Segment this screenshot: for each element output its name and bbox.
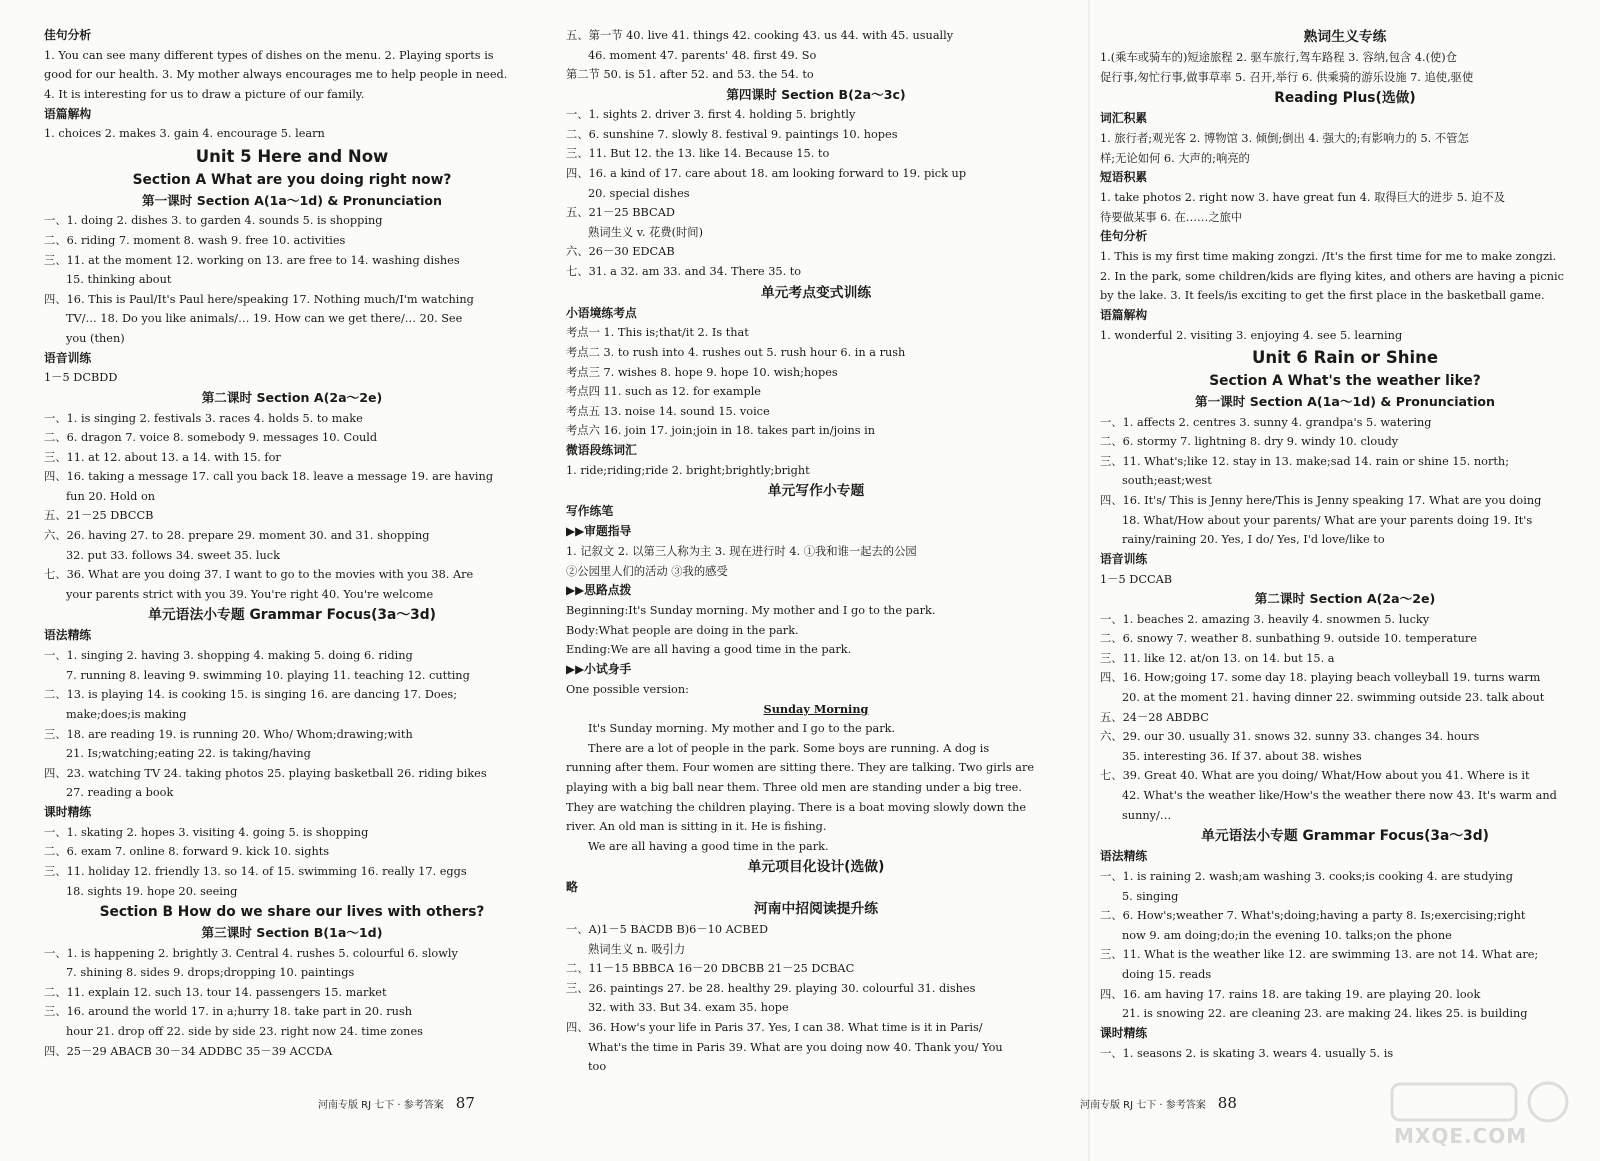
answer-line: 四、25－29 ABACB 30－34 ADDBC 35－39 ACCDA — [44, 1044, 333, 1058]
answer-line: 三、11. holiday 12. friendly 13. so 14. of 15. swimming 16. really 17. eggs — [44, 864, 467, 878]
unit-title: Unit 6 Rain or Shine — [1251, 348, 1439, 368]
answer-line: make;does;is making — [66, 708, 187, 722]
answer-line: rainy/raining 20. Yes, I do/ Yes, I'd love/like to — [1122, 533, 1385, 547]
section-label: 课时精练 — [1100, 1025, 1148, 1040]
answer-line: 六、29. our 30. usually 31. snows 32. sunny 33. changes 34. hours — [1100, 730, 1480, 744]
answer-line: 1.(乘车或骑车的)短途旅程 2. 驱车旅行,驾车路程 3. 容纳,包含 4.(使)仓 — [1100, 51, 1458, 64]
answer-line: We are all having a good time in the park. — [588, 839, 829, 853]
answer-line: by the lake. 3. It feels/is exciting to get the first place in the basketball game. — [1100, 289, 1545, 303]
answer-line: 2. In the park, some children/kids are flying kites, and others are having a picnic — [1100, 269, 1564, 283]
section-label: 写作练笔 — [566, 504, 614, 519]
section-label: 小语境练考点 — [566, 305, 637, 320]
section-label: 语音训练 — [1100, 551, 1148, 566]
answer-line: 1－5 DCCAB — [1100, 572, 1173, 586]
footer-right — [1080, 1094, 1237, 1112]
answer-line: 五、21－25 BBCAD — [566, 206, 675, 220]
answer-line: 三、18. are reading 19. is running 20. Who/ Whom;drawing;with — [44, 727, 413, 741]
section-label: 课时精练 — [44, 805, 92, 819]
answer-line: 20. at the moment 21. having dinner 22. swimming outside 23. talk about — [1122, 691, 1545, 705]
answer-line: 考点四 11. such as 12. for example — [566, 385, 761, 399]
answer-line: 七、36. What are you doing 37. I want to go to the movies with you 38. Are — [44, 568, 474, 582]
answer-line: river. An old man is sitting in it. He is fishing. — [566, 820, 827, 834]
answer-line: 1－5 DCBDD — [44, 371, 118, 385]
answer-line: 二、11. explain 12. such 13. tour 14. passengers 15. market — [44, 985, 387, 999]
answer-column-3 — [1100, 26, 1590, 1063]
answer-line: your parents strict with you 39. You're right 40. You're welcome — [66, 587, 434, 601]
answer-line: Ending:We are all having a good time in the park. — [566, 643, 852, 657]
answer-line: 46. moment 47. parents' 48. first 49. So — [588, 48, 817, 62]
answer-line: you (then) — [66, 332, 125, 346]
section-heading: Section A What are you doing right now? — [132, 171, 452, 188]
essay-title: Sunday Morning — [763, 702, 869, 717]
section-label: 佳句分析 — [1100, 229, 1148, 244]
answer-line: doing 15. reads — [1122, 967, 1212, 981]
answer-line: One possible version: — [566, 682, 689, 696]
watermark-logo — [1390, 1080, 1590, 1150]
section-label: 略 — [566, 880, 578, 895]
answer-line: 四、36. How's your life in Paris 37. Yes, I can 38. What time is it in Paris/ — [566, 1021, 983, 1035]
answer-line: 三、11. at 12. about 13. a 14. with 15. for — [44, 450, 281, 464]
answer-line: 二、6. stormy 7. lightning 8. dry 9. windy 10. cloudy — [1100, 435, 1399, 449]
answer-line: 1. wonderful 2. visiting 3. enjoying 4. see 5. learning — [1100, 328, 1403, 342]
lesson-heading: 第四课时 Section B(2a～3c) — [726, 86, 906, 102]
lesson-heading: 第一课时 Section A(1a～1d) & Pronunciation — [1194, 394, 1496, 410]
answer-line: It's Sunday morning. My mother and I go to the park. — [588, 722, 896, 736]
answer-line: Body:What people are doing in the park. — [566, 623, 799, 637]
section-label: 语音训练 — [44, 350, 92, 365]
section-heading: 河南中招阅读提升练 — [753, 901, 879, 918]
answer-line: Beginning:It's Sunday morning. My mother and I go to the park. — [566, 603, 936, 617]
right-page — [1080, 0, 1600, 1161]
answer-line: 六、26－30 EDCAB — [566, 245, 675, 259]
answer-line: TV/… 18. Do you like animals/… 19. How can we get there/… 20. See — [66, 312, 463, 326]
footer-left — [318, 1094, 475, 1112]
lesson-heading: 第二课时 Section A(2a～2e) — [1254, 591, 1436, 607]
answer-line: 三、11. What's;like 12. stay in 13. make;sad 14. rain or shine 15. north; — [1100, 454, 1510, 468]
section-heading: 单元项目化设计(选做) — [747, 859, 885, 876]
answer-line: 考点一 1. This is;that/it 2. Is that — [566, 326, 749, 340]
answer-line: 待要做某事 6. 在……之旅中 — [1100, 210, 1243, 224]
answer-line: 七、39. Great 40. What are you doing/ What/How about you 41. Where is it — [1100, 769, 1530, 783]
answer-line: 32. with 33. But 34. exam 35. hope — [588, 1001, 789, 1015]
answer-line: There are a lot of people in the park. Some boys are running. A dog is — [588, 741, 990, 755]
section-heading: 熟词生义专练 — [1303, 29, 1387, 45]
answer-line: 五、21－25 DBCCB — [44, 509, 154, 523]
answer-line: 18. sights 19. hope 20. seeing — [66, 884, 238, 898]
answer-line: 一、1. skating 2. hopes 3. visiting 4. going 5. is shopping — [44, 825, 369, 839]
answer-line: 1. choices 2. makes 3. gain 4. encourage 5. learn — [44, 127, 325, 141]
answer-line: 一、1. doing 2. dishes 3. to garden 4. sounds 5. is shopping — [44, 214, 383, 228]
answer-line: 二、6. How's;weather 7. What's;doing;having a party 8. Is;exercising;right — [1100, 909, 1526, 923]
answer-line: south;east;west — [1122, 474, 1212, 488]
page-number: 87 — [455, 1094, 475, 1112]
answer-line: good for our health. 3. My mother always encourages me to help people in need. — [44, 68, 508, 82]
watermark-text: MXQE.COM — [1394, 1124, 1528, 1148]
answer-line: 18. What/How about your parents/ What are your parents doing 19. It's — [1122, 513, 1533, 527]
answer-line: 1. ride;riding;ride 2. bright;brightly;bright — [566, 463, 810, 477]
answer-line: hour 21. drop off 22. side by side 23. right now 24. time zones — [66, 1025, 423, 1039]
answer-line: running after them. Four women are sitting there. They are talking. Two girls are — [566, 761, 1035, 775]
answer-line: 一、1. is singing 2. festivals 3. races 4. holds 5. to make — [44, 411, 363, 425]
answer-line: 三、11. at the moment 12. working on 13. are free to 14. washing dishes — [44, 253, 460, 267]
section-label: 词汇积累 — [1100, 111, 1148, 126]
section-label: ▶▶思路点拨 — [566, 583, 632, 598]
answer-column-2 — [566, 26, 1066, 1077]
lesson-heading: 第三课时 Section B(1a～1d) — [201, 925, 383, 941]
answer-line: 考点二 3. to rush into 4. rushes out 5. rush hour 6. in a rush — [566, 346, 906, 360]
answer-line: 21. is snowing 22. are cleaning 23. are making 24. likes 25. is building — [1122, 1007, 1528, 1021]
answer-line: 一、1. affects 2. centres 3. sunny 4. grandpa's 5. watering — [1100, 415, 1432, 429]
answer-line: 四、16. am having 17. rains 18. are taking 19. are playing 20. look — [1100, 987, 1481, 1001]
answer-line: 42. What's the weather like/How's the weather there now 43. It's warm and — [1122, 789, 1557, 803]
answer-line: 4. It is interesting for us to draw a picture of our family. — [44, 87, 365, 101]
answer-line: now 9. am doing;do;in the evening 10. talks;on the phone — [1122, 928, 1452, 942]
answer-line: 考点五 13. noise 14. sound 15. voice — [566, 404, 770, 418]
answer-line: 7. running 8. leaving 9. swimming 10. playing 11. teaching 12. cutting — [66, 668, 470, 682]
answer-line: 二、6. exam 7. online 8. forward 9. kick 10. sights — [44, 845, 330, 859]
answer-line: What's the time in Paris 39. What are you doing now 40. Thank you/ You — [588, 1040, 1003, 1054]
answer-line: 第二节 50. is 51. after 52. and 53. the 54. to — [566, 68, 814, 82]
watermark-badge-icon — [1390, 1080, 1580, 1124]
answer-line: 三、16. around the world 17. in a;hurry 18. take part in 20. rush — [44, 1005, 412, 1019]
answer-line: ②公园里人们的活动 ③我的感受 — [566, 564, 728, 578]
answer-line: 四、16. It's/ This is Jenny here/This is Jenny speaking 17. What are you doing — [1100, 494, 1542, 507]
answer-line: 四、16. How;going 17. some day 18. playing beach volleyball 19. turns warm — [1100, 671, 1541, 685]
answer-line: 七、31. a 32. am 33. and 34. There 35. to — [566, 265, 802, 279]
answer-line: 五、24－28 ABDBC — [1100, 710, 1209, 724]
footer-label: 河南专版 RJ 七下 · 参考答案 — [318, 1100, 444, 1111]
answer-line: 1. 记叙文 2. 以第三人称为主 3. 现在进行时 4. ①我和谁一起去的公园 — [566, 544, 917, 558]
answer-line: playing with a big ball near them. Three old men are standing under a big tree. — [566, 780, 1022, 794]
answer-line: 二、6. dragon 7. voice 8. somebody 9. messages 10. Could — [44, 431, 378, 445]
section-heading: Section B How do we share our lives with others? — [99, 904, 485, 921]
answer-line: 一、1. singing 2. having 3. shopping 4. making 5. doing 6. riding — [44, 649, 413, 663]
section-heading: 单元考点变式训练 — [760, 284, 872, 301]
answer-line: 考点三 7. wishes 8. hope 9. hope 10. wish;hopes — [566, 365, 838, 379]
section-heading: Section A What's the weather like? — [1209, 373, 1481, 390]
section-label: 语法精练 — [44, 628, 92, 643]
answer-line: 考点六 16. join 17. join;join in 18. takes part in/joins in — [566, 424, 876, 438]
answer-line: 1. You can see many different types of dishes on the menu. 2. Playing sports is — [44, 48, 494, 62]
answer-line: sunny/… — [1122, 808, 1172, 822]
answer-line: 六、26. having 27. to 28. prepare 29. moment 30. and 31. shopping — [44, 529, 430, 543]
section-label: 佳句分析 — [44, 28, 92, 42]
answer-line: 促行事,匆忙行事,做事草率 5. 召开,举行 6. 供乘骑的游乐设施 7. 追使,驱使 — [1100, 70, 1474, 84]
answer-line: 一、1. is happening 2. brightly 3. Central 4. rushes 5. colourful 6. slowly — [44, 946, 458, 960]
answer-line: 二、6. sunshine 7. slowly 8. festival 9. paintings 10. hopes — [566, 127, 898, 141]
answer-line: 一、A)1－5 BACDB B)6－10 ACBED — [566, 923, 769, 937]
answer-line: 三、11. But 12. the 13. like 14. Because 15. to — [566, 147, 830, 161]
answer-column-1 — [44, 26, 540, 1061]
section-heading: 单元语法小专题 Grammar Focus(3a～3d) — [1201, 828, 1489, 845]
answer-line: 四、16. a kind of 17. care about 18. am looking forward to 19. pick up — [566, 167, 967, 181]
answer-line: 1. This is my first time making zongzi. /It's the first time for me to make zongzi. — [1100, 249, 1557, 263]
section-label: 语篇解构 — [44, 106, 92, 121]
answer-line: 二、11－15 BBBCA 16－20 DBCBB 21－25 DCBAC — [566, 962, 855, 976]
answer-line: 35. interesting 36. If 37. about 38. wishes — [1122, 749, 1362, 763]
answer-line: 二、6. riding 7. moment 8. wash 9. free 10. activities — [44, 234, 346, 248]
lesson-heading: 第二课时 Section A(2a～2e) — [201, 390, 383, 406]
answer-line: 熟词生义 v. 花费(时间) — [588, 225, 704, 239]
answer-line: 一、1. beaches 2. amazing 3. heavily 4. snowmen 5. lucky — [1100, 612, 1430, 626]
lesson-heading: 第一课时 Section A(1a～1d) & Pronunciation — [141, 192, 443, 208]
answer-line: 一、1. is raining 2. wash;am washing 3. cooks;is cooking 4. are studying — [1100, 870, 1513, 883]
answer-line: 二、6. snowy 7. weather 8. sunbathing 9. outside 10. temperature — [1100, 632, 1477, 646]
answer-line: 21. Is;watching;eating 22. is taking/having — [66, 747, 311, 761]
section-label: 微语段练词汇 — [566, 442, 637, 457]
page-number: 88 — [1217, 1094, 1237, 1112]
answer-line: 四、16. This is Paul/It's Paul here/speaking 17. Nothing much/I'm watching — [44, 292, 474, 306]
section-heading: 单元写作小专题 — [767, 483, 865, 500]
section-label: 语法精练 — [1100, 849, 1148, 864]
answer-line: 熟词生义 n. 吸引力 — [588, 942, 686, 956]
section-heading: 单元语法小专题 Grammar Focus(3a～3d) — [148, 607, 436, 624]
section-label: ▶▶审题指导 — [566, 524, 632, 539]
section-heading: Reading Plus(选做) — [1274, 90, 1416, 107]
answer-line: 二、13. is playing 14. is cooking 15. is singing 16. are dancing 17. Does; — [44, 688, 458, 702]
answer-line: 四、23. watching TV 24. taking photos 25. playing basketball 26. riding bikes — [44, 766, 487, 780]
answer-line: 20. special dishes — [588, 186, 690, 200]
answer-line: 27. reading a book — [66, 786, 174, 800]
answer-line: 7. shining 8. sides 9. drops;dropping 10. paintings — [66, 966, 355, 980]
answer-line: 三、11. What is the weather like 12. are swimming 13. are not 14. What are; — [1100, 948, 1539, 962]
section-label: 语篇解构 — [1100, 307, 1148, 322]
answer-line: 15. thinking about — [66, 273, 172, 287]
answer-line: too — [588, 1060, 607, 1074]
answer-line: fun 20. Hold on — [66, 489, 156, 503]
answer-line: 1. 旅行者;观光客 2. 博物馆 3. 倾倒;倒出 4. 强大的;有影响力的 5. 不管怎 — [1100, 131, 1469, 145]
answer-line: They are watching the children playing. There is a boat moving slowly down the — [566, 800, 1027, 814]
answer-line: 四、16. taking a message 17. call you back 18. leave a message 19. are having — [44, 470, 494, 484]
answer-line: 一、1. seasons 2. is skating 3. wears 4. usually 5. is — [1100, 1046, 1394, 1060]
answer-line: 五、第一节 40. live 41. things 42. cooking 43. us 44. with 45. usually — [566, 29, 954, 42]
answer-line: 5. singing — [1122, 889, 1179, 903]
answer-line: 一、1. sights 2. driver 3. first 4. holding 5. brightly — [566, 108, 856, 122]
footer-label: 河南专版 RJ 七下 · 参考答案 — [1080, 1100, 1206, 1111]
unit-title: Unit 5 Here and Now — [195, 146, 389, 166]
answer-line: 样;无论如何 6. 大声的;响亮的 — [1100, 151, 1250, 165]
answer-line: 三、26. paintings 27. be 28. healthy 29. playing 30. colourful 31. dishes — [566, 981, 976, 995]
answer-line: 三、11. like 12. at/on 13. on 14. but 15. a — [1100, 651, 1335, 665]
answer-line: 32. put 33. follows 34. sweet 35. luck — [66, 548, 280, 562]
answer-line: 1. take photos 2. right now 3. have great fun 4. 取得巨大的进步 5. 迫不及 — [1100, 190, 1506, 204]
section-label: ▶▶小试身手 — [566, 661, 632, 676]
section-label: 短语积累 — [1100, 170, 1148, 185]
